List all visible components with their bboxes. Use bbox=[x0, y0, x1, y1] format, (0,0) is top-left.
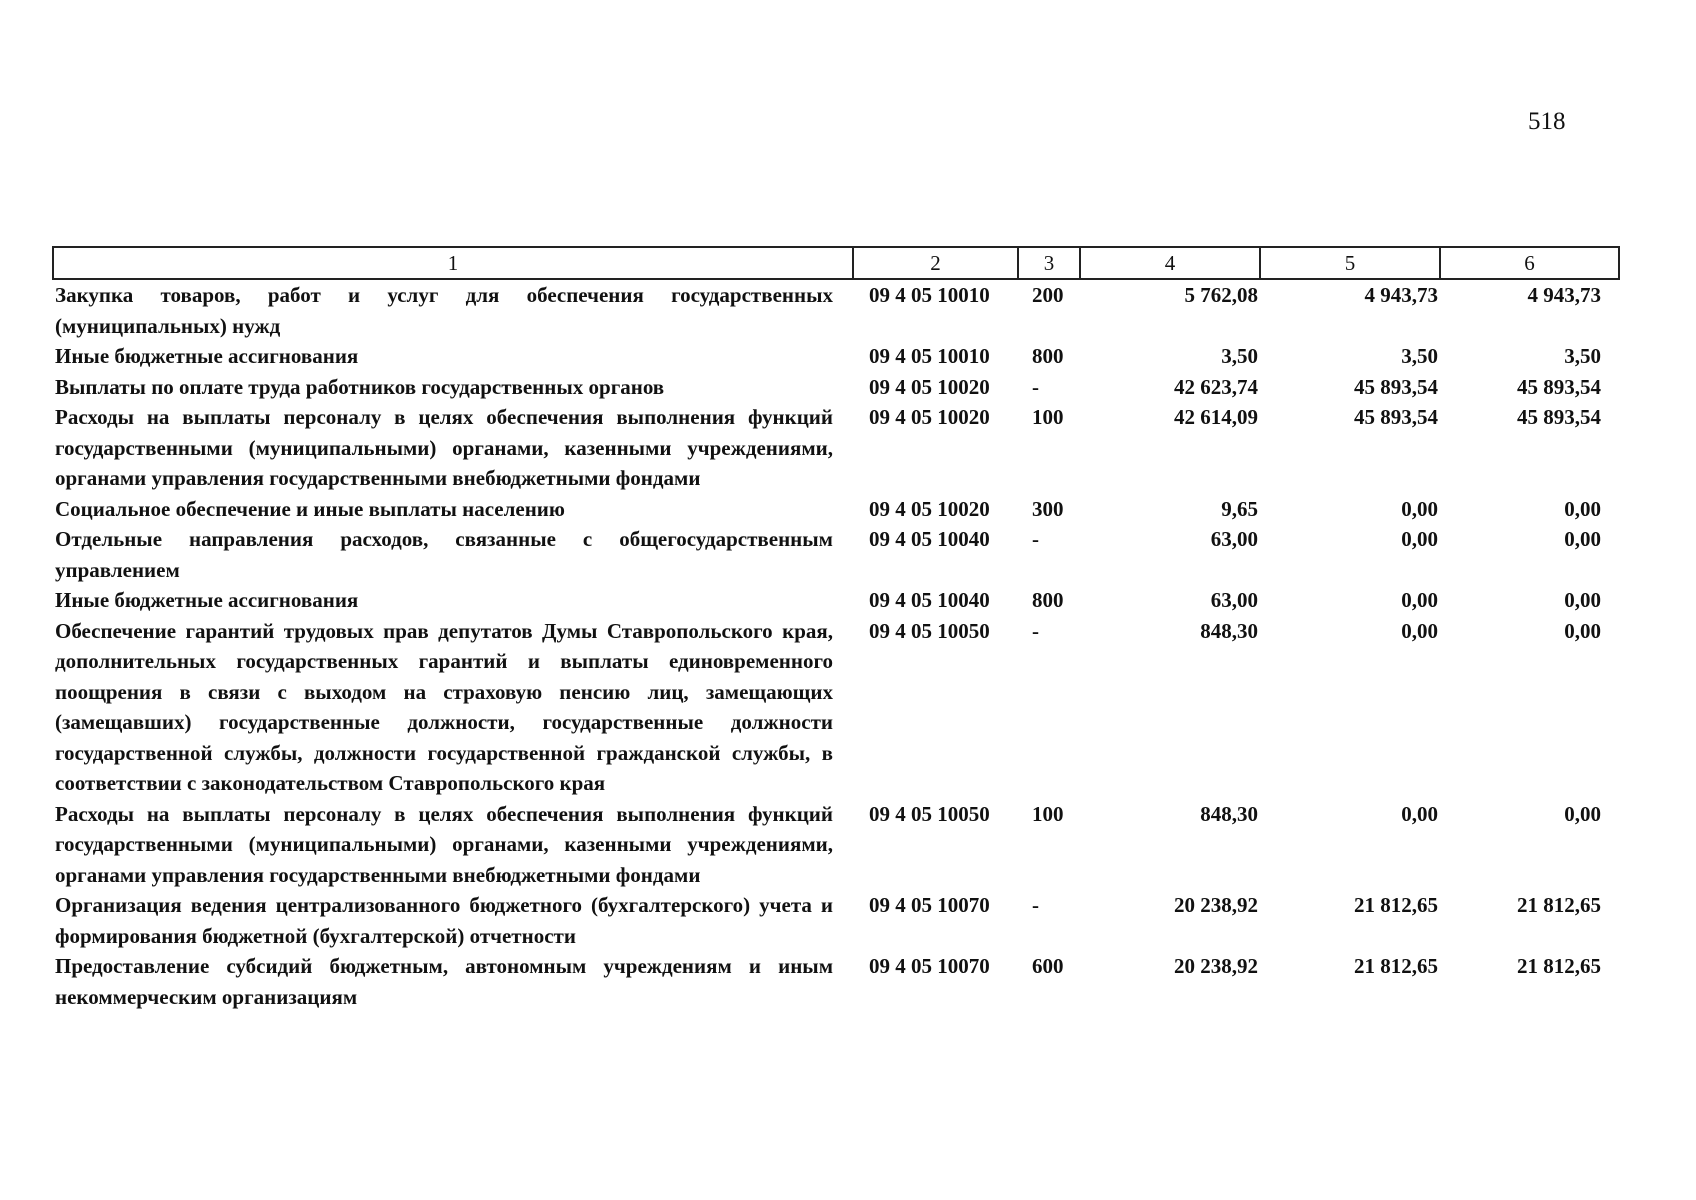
amount-col-6: 21 812,65 bbox=[1517, 893, 1601, 917]
expense-name: Закупка товаров, работ и услуг для обеспечения государственных (муниципальных) нужд bbox=[55, 283, 833, 338]
amount-col-5: 21 812,65 bbox=[1354, 954, 1438, 978]
expense-name: Выплаты по оплате труда работников государственных органов bbox=[55, 374, 665, 399]
amount-col-4: 9,65 bbox=[1221, 496, 1258, 521]
amount-col-4: 3,50 bbox=[1221, 344, 1258, 368]
expense-name: Обеспечение гарантий трудовых прав депутатов Думы Ставропольского края, дополнительных государственных гарантий и выплаты единовременного поощрения в связи с выходом на страховую пенсию лиц, замещающих (замещавших) государственные должности, государственные должности государственной службы, должности государственной гражданской службы, в соответствии с законодательством Ставропольского края bbox=[55, 618, 833, 795]
amount-col-4: 5 762,08 bbox=[1184, 283, 1258, 307]
target-code: 09 4 05 10010 bbox=[869, 344, 990, 368]
amount-col-4: 20 238,92 bbox=[1174, 954, 1258, 978]
table-row bbox=[53, 799, 1619, 891]
amount-col-5: 0,00 bbox=[1401, 588, 1438, 612]
amount-col-4: 63,00 bbox=[1210, 527, 1258, 551]
column-header-2: 2 bbox=[853, 247, 1018, 279]
column-header-6: 6 bbox=[1440, 247, 1619, 279]
amount-col-6: 0,00 bbox=[1564, 801, 1601, 826]
target-code: 09 4 05 10040 bbox=[869, 588, 990, 612]
table-row bbox=[53, 616, 1619, 799]
amount-col-5: 0,00 bbox=[1401, 496, 1438, 521]
target-code: 09 4 05 10020 bbox=[869, 405, 990, 429]
expense-kind: 800 bbox=[1032, 588, 1064, 612]
amount-col-6: 4 943,73 bbox=[1527, 283, 1601, 307]
expense-kind: - bbox=[1032, 893, 1039, 917]
table-row bbox=[53, 494, 1619, 525]
expense-name: Социальное обеспечение и иные выплаты населению bbox=[55, 496, 565, 521]
table-row bbox=[53, 372, 1619, 403]
expense-kind: - bbox=[1032, 527, 1039, 551]
table-row bbox=[53, 279, 1619, 341]
amount-col-5: 3,50 bbox=[1401, 344, 1438, 368]
expense-kind: 100 bbox=[1032, 405, 1064, 429]
target-code: 09 4 05 10070 bbox=[869, 893, 990, 917]
expense-name: Организация ведения централизованного бюджетного (бухгалтерского) учета и формирования бюджетной (бухгалтерской) отчетности bbox=[55, 893, 833, 948]
expense-kind: 200 bbox=[1032, 283, 1064, 307]
target-code: 09 4 05 10020 bbox=[869, 374, 990, 399]
expense-name: Отдельные направления расходов, связанные с общегосударственным управлением bbox=[55, 527, 833, 582]
expense-kind: 600 bbox=[1032, 954, 1064, 978]
expense-kind: - bbox=[1032, 374, 1039, 399]
amount-col-5: 0,00 bbox=[1401, 618, 1438, 643]
table-row bbox=[53, 951, 1619, 1012]
amount-col-5: 0,00 bbox=[1401, 527, 1438, 551]
amount-col-5: 0,00 bbox=[1401, 801, 1438, 826]
column-header-3: 3 bbox=[1018, 247, 1080, 279]
expense-name: Предоставление субсидий бюджетным, автономным учреждениям и иным некоммерческим организациям bbox=[55, 954, 833, 1009]
target-code: 09 4 05 10010 bbox=[869, 283, 990, 307]
table-row bbox=[53, 341, 1619, 372]
column-header-4: 4 bbox=[1080, 247, 1260, 279]
amount-col-6: 21 812,65 bbox=[1517, 954, 1601, 978]
target-code: 09 4 05 10070 bbox=[869, 954, 990, 978]
expense-name: Иные бюджетные ассигнования bbox=[55, 344, 359, 368]
target-code: 09 4 05 10050 bbox=[869, 618, 990, 643]
expense-kind: 100 bbox=[1032, 801, 1064, 826]
amount-col-5: 4 943,73 bbox=[1364, 283, 1438, 307]
expense-kind: 300 bbox=[1032, 496, 1064, 521]
table-row bbox=[53, 402, 1619, 494]
amount-col-6: 0,00 bbox=[1564, 527, 1601, 551]
amount-col-6: 0,00 bbox=[1564, 618, 1601, 643]
expense-name: Расходы на выплаты персоналу в целях обеспечения выполнения функций государственными (муниципальными) органами, казенными учреждениями, органами управления государственными внебюджетными фондами bbox=[55, 405, 833, 490]
expense-name: Расходы на выплаты персоналу в целях обеспечения выполнения функций государственными (муниципальными) органами, казенными учреждениями, органами управления государственными внебюджетными фондами bbox=[55, 801, 833, 887]
table-row bbox=[53, 585, 1619, 616]
expense-kind: 800 bbox=[1032, 344, 1064, 368]
page-number: 518 bbox=[1528, 108, 1566, 135]
amount-col-6: 45 893,54 bbox=[1517, 374, 1601, 399]
amount-col-4: 63,00 bbox=[1210, 588, 1258, 612]
amount-col-5: 45 893,54 bbox=[1354, 374, 1438, 399]
budget-table bbox=[52, 246, 1620, 1012]
amount-col-6: 45 893,54 bbox=[1517, 405, 1601, 429]
amount-col-4: 20 238,92 bbox=[1174, 893, 1258, 917]
table-row bbox=[53, 524, 1619, 585]
amount-col-4: 848,30 bbox=[1200, 801, 1258, 826]
column-header-5: 5 bbox=[1260, 247, 1440, 279]
amount-col-4: 848,30 bbox=[1200, 618, 1258, 643]
table-header-row bbox=[53, 247, 1619, 279]
amount-col-5: 21 812,65 bbox=[1354, 893, 1438, 917]
expense-name: Иные бюджетные ассигнования bbox=[55, 588, 359, 612]
table-row bbox=[53, 890, 1619, 951]
amount-col-6: 0,00 bbox=[1564, 588, 1601, 612]
column-header-1: 1 bbox=[53, 247, 853, 279]
target-code: 09 4 05 10050 bbox=[869, 801, 990, 826]
amount-col-4: 42 623,74 bbox=[1174, 374, 1258, 399]
target-code: 09 4 05 10020 bbox=[869, 496, 990, 521]
expense-kind: - bbox=[1032, 618, 1039, 643]
target-code: 09 4 05 10040 bbox=[869, 527, 990, 551]
amount-col-6: 0,00 bbox=[1564, 496, 1601, 521]
amount-col-5: 45 893,54 bbox=[1354, 405, 1438, 429]
amount-col-6: 3,50 bbox=[1564, 344, 1601, 368]
amount-col-4: 42 614,09 bbox=[1174, 405, 1258, 429]
